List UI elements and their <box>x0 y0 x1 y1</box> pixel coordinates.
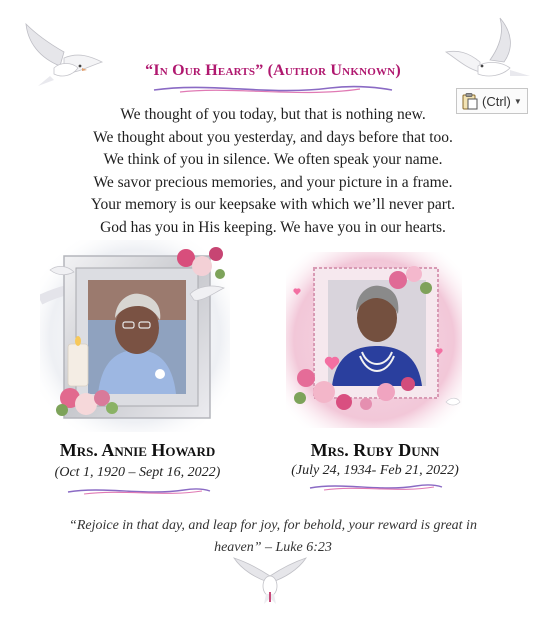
poem-line: God has you in His keeping. We have you in our hearts. <box>100 218 446 236</box>
right-swirl-divider <box>306 480 446 494</box>
title-swirl-divider <box>150 80 396 98</box>
left-swirl-divider <box>64 484 214 498</box>
dove-bottom-icon <box>230 556 310 606</box>
memorial-name-right: Mrs. Ruby Dunn <box>310 440 440 460</box>
poem-line: We thought of you today, but that is nothing new. <box>120 106 426 123</box>
poem-line: We thought about you yesterday, and days before that too. <box>93 128 453 146</box>
memorial-photo-right <box>286 252 462 428</box>
poem-line: We think of you in silence. We often speak your name. <box>103 151 443 169</box>
poem-line: We savor precious memories, and your picture in a frame. <box>93 173 453 191</box>
memorial-dates-left: (Oct 1, 1920 – Sept 16, 2022) <box>54 465 221 480</box>
poem-line: Your memory is our keepsake with which we’ll never part. <box>90 196 456 214</box>
chevron-down-icon: ▼ <box>513 96 522 106</box>
poem-title: “In Our Hearts” (Author Unknown) <box>145 62 401 79</box>
memorial-dates-right: (July 24, 1934- Feb 21, 2022) <box>291 463 459 478</box>
scripture-verse: “Rejoice in that day, and leap for joy, for behold, your reward is great in heaven” – Luke 6:23 <box>69 518 477 555</box>
paste-options-label: (Ctrl) <box>482 93 511 109</box>
memorial-name-left: Mrs. Annie Howard <box>59 440 216 460</box>
memorial-photo-left <box>40 240 230 432</box>
poem-body <box>40 104 506 240</box>
